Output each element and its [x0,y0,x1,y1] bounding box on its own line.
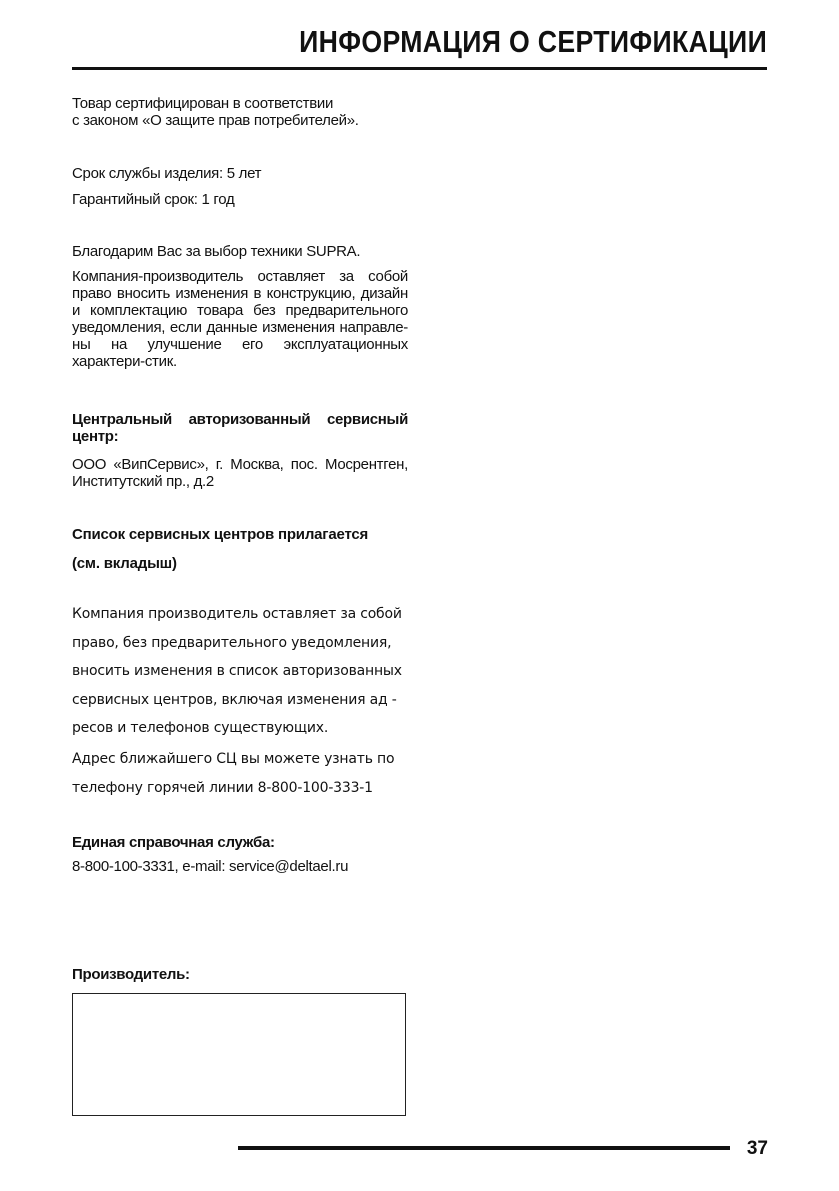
warranty-term: Гарантийный срок: 1 год [72,191,235,208]
rights-line: вносить изменения в список авторизованных [72,663,402,679]
manufacturer-label: Производитель: [72,966,190,983]
certification-block [72,95,408,129]
help-service-contact: 8-800-100-3331, e-mail: service@deltael.ru [72,858,349,875]
service-list-line: Список сервисных центров прилагается [72,526,369,543]
rights-line: Компания производитель оставляет за собой [72,606,402,622]
certification-line: с законом «О защите прав потребителей». [72,112,359,129]
manufacturer-box [72,993,406,1116]
help-service-heading: Единая справочная служба: [72,834,275,851]
hotline-line: телефону горячей линии 8-800-100-333-1 [72,779,373,796]
page-number: 37 [746,1138,768,1159]
rights-line: право, без предварительного уведомления, [72,634,392,651]
thanks-line: Благодарим Вас за выбор техники SUPRA. [72,243,361,260]
rights-line: ресов и телефонов существующих. [72,720,329,736]
central-service-address: ООО «ВипСервис», г. Москва, пос. Мосрентген, Институтский пр., д.2 [72,456,408,490]
rights-line: сервисных центров, включая изменения ад - [72,691,397,708]
service-list-note [72,520,408,578]
hotline-line: Адрес ближайшего СЦ вы можете узнать по [72,751,395,767]
central-service-heading: Центральный авторизованный сервисный центр: [72,411,408,445]
service-life: Срок службы изделия: 5 лет [72,165,262,182]
rights-paragraph [72,600,408,743]
hotline-paragraph [72,745,408,802]
title-divider [72,67,767,70]
design-change-notice: Компания-производитель оставляет за собой право вносить изменения в конструкцию, дизайн и комплектацию товара без предварительного уведомления, если данные изменения направле-ны на улучшение его эксплуатационных характери-стик. [72,268,408,370]
service-list-line: (см. вкладыш) [72,555,177,572]
certification-line: Товар сертифицирован в соответствии [72,95,334,112]
footer-divider [238,1146,730,1150]
page-title: ИНФОРМАЦИЯ О СЕРТИФИКАЦИИ [299,24,767,59]
